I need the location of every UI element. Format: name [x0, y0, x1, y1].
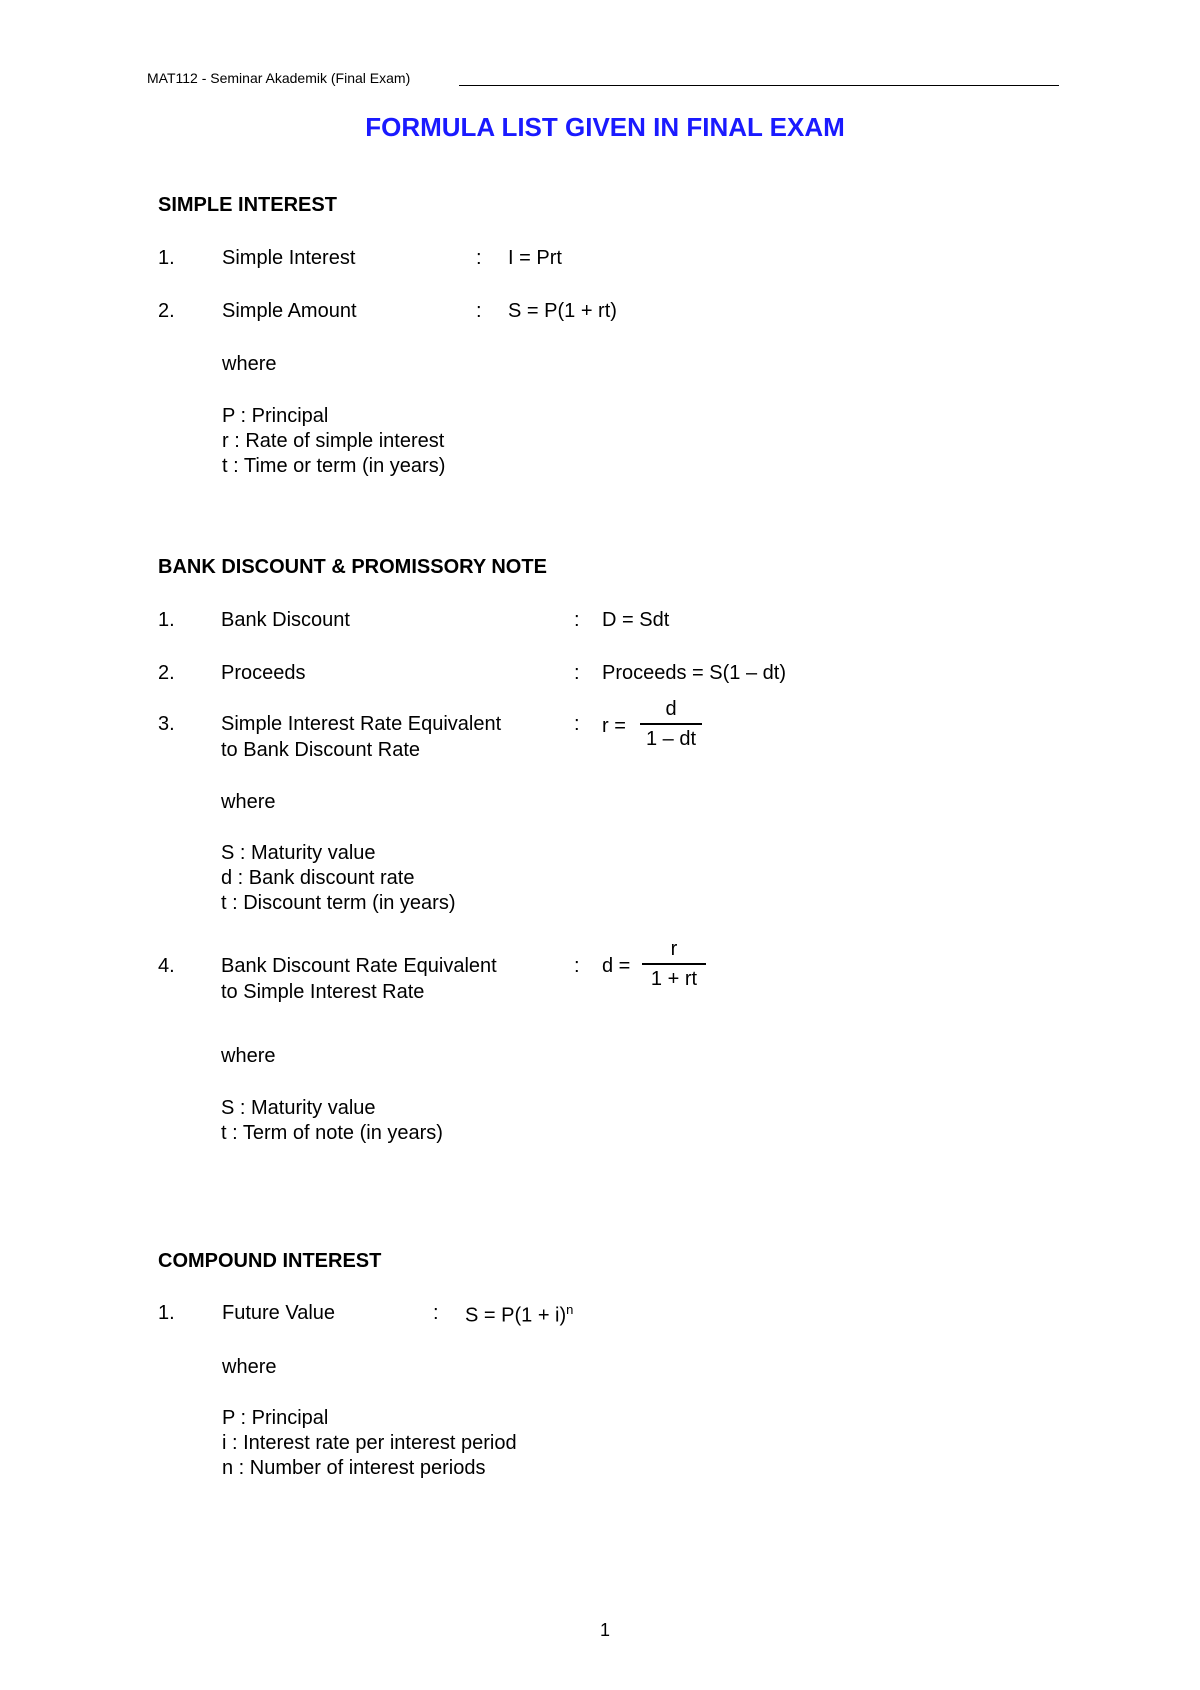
item-number: 1. — [158, 609, 175, 631]
formula-expression: Proceeds = S(1 – dt) — [602, 662, 786, 684]
page-title: FORMULA LIST GIVEN IN FINAL EXAM — [365, 112, 845, 142]
formula-label: Simple Interest — [222, 247, 356, 269]
formula-label: Simple Interest Rate Equivalent — [221, 713, 502, 735]
formula-lhs: r = — [602, 715, 626, 737]
definition: n : Number of interest periods — [222, 1457, 486, 1479]
fraction-numerator: d — [665, 698, 677, 720]
formula-colon: : — [574, 609, 580, 631]
where-label: where — [222, 1356, 277, 1378]
item-number: 1. — [158, 1302, 175, 1324]
fraction-denominator: 1 – dt — [645, 728, 697, 750]
fraction-bar — [642, 963, 706, 965]
where-label: where — [221, 1045, 276, 1067]
formula-colon: : — [476, 300, 482, 322]
item-number: 2. — [158, 300, 175, 322]
definition: d : Bank discount rate — [221, 867, 415, 889]
header-rule — [459, 85, 1059, 86]
definition: t : Discount term (in years) — [221, 892, 456, 914]
item-number: 1. — [158, 247, 175, 269]
item-number: 3. — [158, 713, 175, 735]
formula-colon: : — [574, 662, 580, 684]
formula-label: Bank Discount — [221, 609, 350, 631]
formula-colon: : — [476, 247, 482, 269]
fraction — [642, 937, 706, 991]
formula-expression — [465, 1302, 573, 1328]
formula-label: Proceeds — [221, 662, 306, 684]
definition: S : Maturity value — [221, 842, 376, 864]
where-label: where — [221, 791, 276, 813]
definition: t : Term of note (in years) — [221, 1122, 443, 1144]
section-heading-compound-interest: COMPOUND INTEREST — [158, 1250, 382, 1272]
item-number: 4. — [158, 955, 175, 977]
definition: t : Time or term (in years) — [222, 455, 446, 477]
running-header: MAT112 - Seminar Akademik (Final Exam) — [147, 70, 411, 86]
definition: S : Maturity value — [221, 1097, 376, 1119]
fraction-bar — [640, 723, 702, 725]
formula-base: S = P(1 + i) — [465, 1304, 567, 1327]
item-number: 2. — [158, 662, 175, 684]
formula-expression: S = P(1 + rt) — [508, 300, 617, 322]
formula-expression: D = Sdt — [602, 609, 670, 631]
formula-lhs: d = — [602, 955, 631, 977]
formula-label: Bank Discount Rate Equivalent — [221, 955, 497, 977]
formula-label-cont: to Bank Discount Rate — [221, 739, 420, 761]
fraction-denominator: 1 + rt — [650, 968, 698, 990]
definition: P : Principal — [222, 1407, 329, 1429]
section-heading-bank-discount: BANK DISCOUNT & PROMISSORY NOTE — [158, 556, 547, 578]
fraction — [640, 697, 702, 751]
formula-expression: I = Prt — [508, 247, 562, 269]
formula-label: Simple Amount — [222, 300, 357, 322]
definition: r : Rate of simple interest — [222, 430, 445, 452]
formula-exponent: n — [566, 1302, 574, 1317]
section-heading-simple-interest: SIMPLE INTEREST — [158, 194, 337, 216]
formula-label-cont: to Simple Interest Rate — [221, 981, 425, 1003]
where-label: where — [222, 353, 277, 375]
formula-colon: : — [433, 1302, 439, 1324]
formula-colon: : — [574, 713, 580, 735]
definition: P : Principal — [222, 405, 329, 427]
fraction-numerator: r — [670, 938, 678, 960]
page-number: 1 — [600, 1620, 611, 1640]
formula-colon: : — [574, 955, 580, 977]
definition: i : Interest rate per interest period — [222, 1432, 517, 1454]
formula-label: Future Value — [222, 1302, 336, 1324]
